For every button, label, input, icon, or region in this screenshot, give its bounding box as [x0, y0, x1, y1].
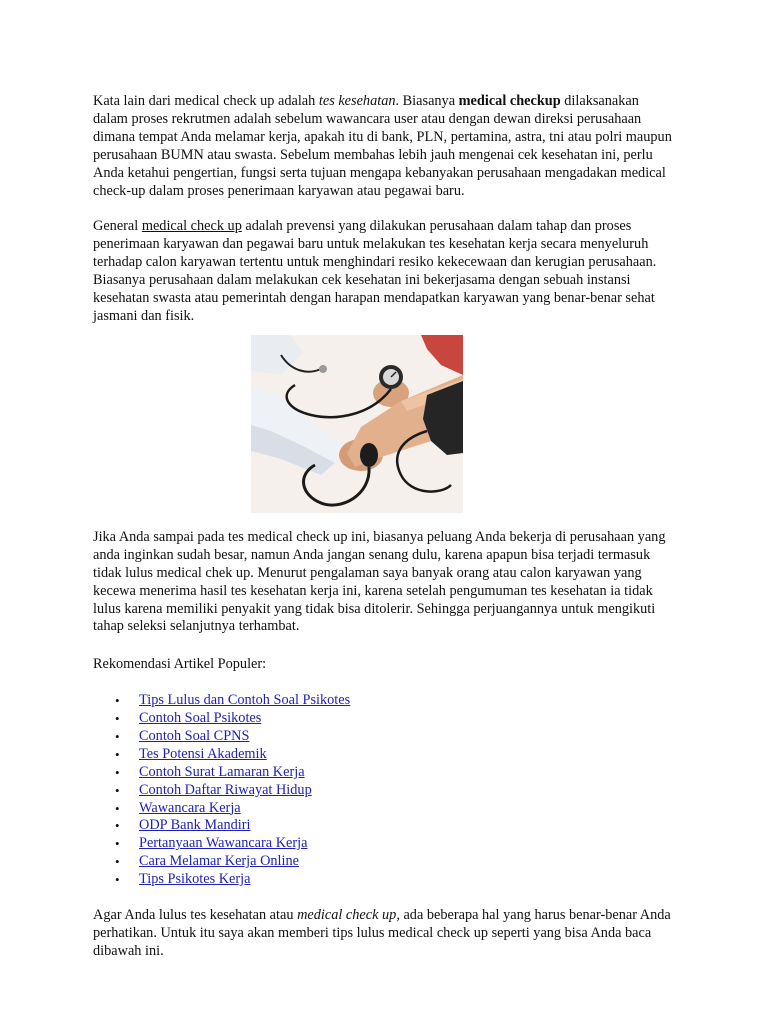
- bullet-icon: •: [115, 854, 120, 870]
- list-item: [93, 871, 673, 889]
- article-link[interactable]: Cara Melamar Kerja Online: [139, 853, 299, 870]
- list-item: [93, 710, 673, 728]
- article-link[interactable]: Contoh Surat Lamaran Kerja: [139, 763, 305, 780]
- bullet-icon: •: [115, 800, 120, 816]
- list-item: [93, 728, 673, 746]
- list-item: [93, 853, 673, 871]
- bullet-icon: •: [115, 818, 120, 834]
- paragraph-tes-medical: Jika Anda sampai pada tes medical check up ini, biasanya peluang Anda bekerja di perusahaan yang anda inginkan sudah besar, namun Anda jangan senang dulu, karena apapun bisa terjadi termasuk tidak lulus medical chek up. Menurut pengalaman saya banyak orang atau calon karyawan yang kecewa menerima hasil tes kesehatan kerja ini, karena setelah pengumuman tes kesehatan ia tidak lulus karena memiliki penyakit yang tidak bisa ditolerir. Sehingga perjuangannya untuk mengikuti tahap seleksi selanjutnya terhambat.: [93, 528, 666, 635]
- list-item: [93, 764, 673, 782]
- emphasis-text: medical check up: [297, 907, 397, 924]
- text-run: General: [93, 218, 142, 235]
- list-item: [93, 782, 673, 800]
- text-run: Agar Anda lulus tes kesehatan atau: [93, 907, 298, 924]
- bold-text: medical checkup: [458, 93, 561, 109]
- article-link[interactable]: Wawancara Kerja: [139, 799, 241, 816]
- bullet-icon: •: [115, 872, 120, 888]
- medical-check-up-link[interactable]: medical check up: [141, 218, 242, 235]
- bullet-icon: •: [115, 764, 120, 780]
- article-link[interactable]: Tes Potensi Akademik: [139, 745, 267, 762]
- bullet-icon: •: [115, 836, 120, 852]
- list-item: [93, 746, 673, 764]
- bullet-icon: •: [115, 729, 120, 744]
- paragraph-general: [93, 218, 673, 325]
- article-link[interactable]: ODP Bank Mandiri: [139, 817, 251, 834]
- article-link[interactable]: Contoh Soal CPNS: [139, 728, 250, 744]
- text-run: , ada beberapa hal yang harus benar-benar Anda perhatikan. Untuk itu saya akan memberi tips lulus medical check up seperti yang bisa Anda baca dibawah ini.: [93, 907, 671, 959]
- recommended-articles-list: [93, 692, 673, 889]
- bullet-icon: •: [115, 782, 120, 798]
- recommendation-heading: Rekomendasi Artikel Populer:: [93, 656, 267, 673]
- list-item: [93, 692, 673, 710]
- list-item: [93, 800, 673, 818]
- article-link[interactable]: Contoh Soal Psikotes: [139, 710, 262, 727]
- blood-pressure-photo: [251, 335, 463, 513]
- text-run: adalah prevensi yang dilakukan perusahaan dalam tahap dan proses penerimaan karyawan dan pegawai baru untuk melakukan tes kesehatan kerja secara menyeluruh terhadap calon karyawan tertentu untuk menghindari resiko kekecewaan dan kerugian perusahaan. Biasanya perusahaan dalam melakukan cek kesehatan ini bekerjasama dengan sebuah instansi kesehatan swasta atau pemerintah dengan harapan mendapatkan karyawan yang benar-benar sehat jasmani dan fisik.: [93, 218, 657, 324]
- text-run: Kata lain dari medical check up adalah: [93, 93, 319, 109]
- paragraph-intro: [93, 93, 673, 200]
- paragraph-tips: [93, 907, 673, 961]
- blood-pressure-illustration: [251, 335, 463, 513]
- text-run: dilaksanakan dalam proses rekrutmen adalah sebelum wawancara user atau dengan dewan direksi perusahaan dimana tempat Anda melamar kerja, apakah itu di bank, PLN, pertamina, astra, tni atau polri maupun perusahaan BUMN atau swasta. Sebelum membahas lebih jauh mengenai cek kesehatan ini, perlu Anda ketahui pengertian, fungsi serta tujuan mengapa kebanyakan perusahaan mengadakan medical check-up dalam proses penerimaan karyawan atau pegawai baru.: [93, 93, 672, 199]
- bullet-icon: •: [115, 711, 120, 727]
- list-item: [93, 817, 673, 835]
- bullet-icon: •: [115, 693, 120, 709]
- emphasis-text: tes kesehatan: [318, 93, 396, 109]
- article-link[interactable]: Contoh Daftar Riwayat Hidup: [139, 781, 312, 798]
- article-link[interactable]: Tips Lulus dan Contoh Soal Psikotes: [139, 692, 351, 709]
- list-item: [93, 835, 673, 853]
- bullet-icon: •: [115, 746, 120, 762]
- document-page: [93, 93, 673, 961]
- article-link[interactable]: Pertanyaan Wawancara Kerja: [139, 835, 308, 852]
- article-link[interactable]: Tips Psikotes Kerja: [139, 871, 251, 888]
- text-run: . Biasanya: [395, 93, 459, 109]
